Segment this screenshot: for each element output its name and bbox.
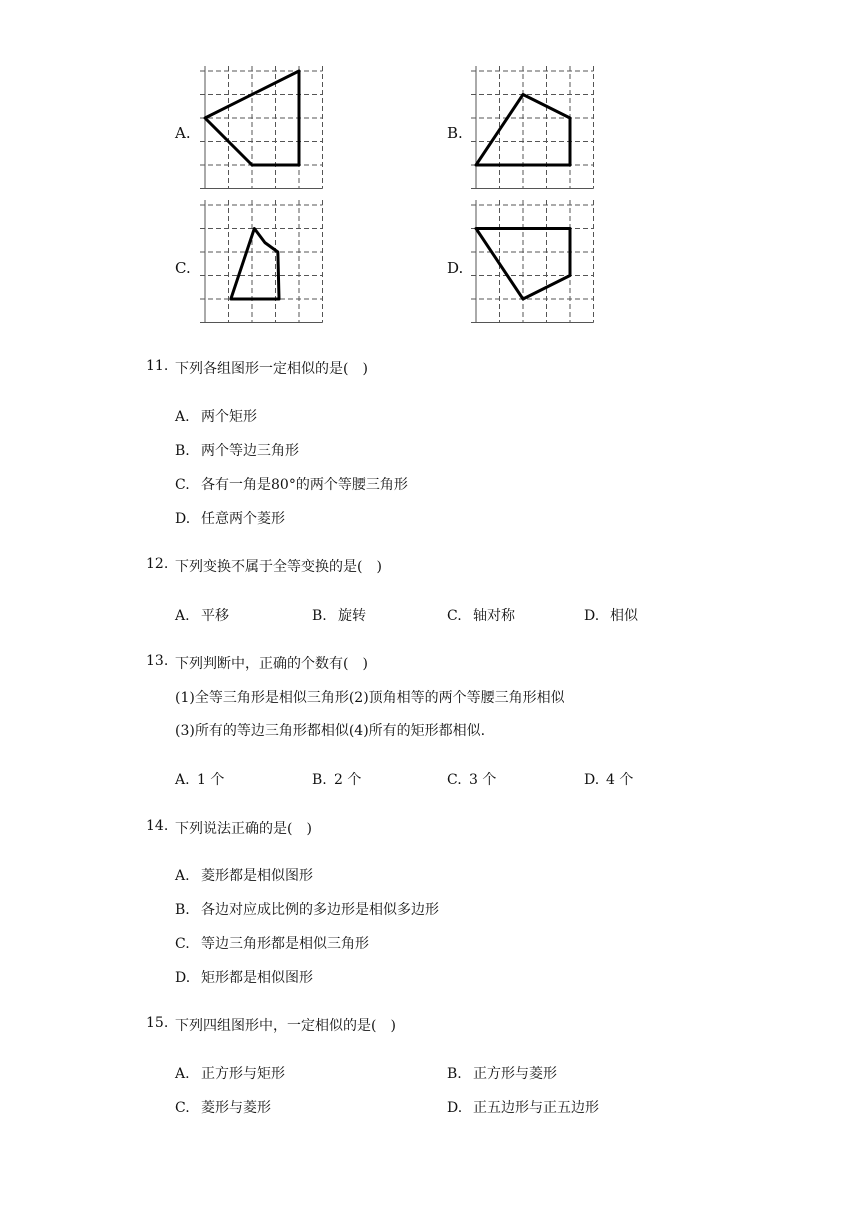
question-stem: 下列变换不属于全等变换的是( ): [175, 559, 382, 575]
figure-a-label: A.: [175, 124, 191, 142]
option-text: 相似: [610, 608, 638, 624]
option-text: 平移: [201, 608, 229, 624]
grid-lines: [200, 200, 323, 323]
option-letter: C.: [175, 1100, 190, 1116]
figure-c-label: C.: [175, 259, 191, 277]
option-c: [175, 933, 369, 953]
option-b: [312, 605, 366, 625]
option-d: [584, 605, 638, 625]
option-text: 正五边形与正五边形: [473, 1100, 599, 1116]
option-d: [447, 1097, 599, 1117]
option-b: [447, 1063, 557, 1083]
option-a: [175, 406, 257, 426]
figure-b-label: B.: [447, 124, 463, 142]
question-number: 15.: [146, 1015, 169, 1031]
question-number: 12.: [146, 556, 169, 572]
option-letter: A.: [175, 772, 190, 788]
figure-d-label: D.: [447, 259, 464, 277]
option-letter: A.: [175, 1066, 190, 1082]
option-letter: B.: [175, 443, 190, 459]
option-text: 菱形都是相似图形: [201, 868, 313, 884]
question-stem: 下列四组图形中，一定相似的是( ): [175, 1018, 396, 1034]
option-letter: B.: [447, 1066, 462, 1082]
option-text: 3 个: [469, 772, 497, 788]
option-letter: A.: [175, 409, 190, 425]
option-letter: D.: [447, 1100, 463, 1116]
option-c: [175, 474, 408, 494]
option-letter: D.: [584, 772, 600, 788]
option-letter: B.: [312, 772, 327, 788]
option-a: [175, 865, 313, 885]
question-number: 14.: [146, 818, 169, 834]
option-b: [175, 899, 439, 919]
option-d: [584, 769, 633, 789]
option-text: 各边对应成比例的多边形是相似多边形: [201, 902, 439, 918]
figure-c-grid: [200, 200, 330, 330]
option-d: [175, 967, 313, 987]
option-text: 两个等边三角形: [201, 443, 299, 459]
option-letter: D.: [175, 511, 191, 527]
statement-line-2: (3)所有的等边三角形都相似(4)所有的矩形都相似.: [175, 723, 486, 739]
option-b: [175, 440, 299, 460]
option-text: 各有一角是80°的两个等腰三角形: [201, 477, 408, 493]
option-text: 4 个: [606, 772, 634, 788]
option-letter: C.: [447, 608, 462, 624]
polygon-shape: [231, 229, 279, 300]
option-letter: C.: [175, 477, 190, 493]
option-c: [447, 605, 515, 625]
option-text: 正方形与矩形: [201, 1066, 285, 1082]
option-letter: C.: [175, 936, 190, 952]
option-letter: D.: [584, 608, 600, 624]
figure-b-grid: [471, 66, 601, 196]
option-letter: A.: [175, 608, 190, 624]
option-letter: D.: [175, 970, 191, 986]
question-stem: 下列判断中，正确的个数有( ): [175, 656, 368, 672]
option-letter: B.: [175, 902, 190, 918]
statement-line-1: (1)全等三角形是相似三角形(2)顶角相等的两个等腰三角形相似: [175, 690, 565, 706]
option-text: 旋转: [338, 608, 366, 624]
option-a: [175, 1063, 285, 1083]
option-text: 菱形与菱形: [201, 1100, 271, 1116]
question-stem: 下列说法正确的是( ): [175, 821, 312, 837]
option-c: [175, 1097, 271, 1117]
question-stem: 下列各组图形一定相似的是( ): [175, 361, 368, 377]
grid-lines: [471, 66, 594, 189]
figure-a-grid: [200, 66, 330, 196]
option-text: 两个矩形: [201, 409, 257, 425]
option-a: [175, 605, 229, 625]
option-text: 矩形都是相似图形: [201, 970, 313, 986]
figure-d-grid: [471, 200, 601, 330]
option-letter: C.: [447, 772, 462, 788]
option-text: 正方形与菱形: [473, 1066, 557, 1082]
option-letter: A.: [175, 868, 190, 884]
option-d: [175, 508, 285, 528]
option-c: [447, 769, 496, 789]
option-a: [175, 769, 224, 789]
option-b: [312, 769, 361, 789]
option-letter: B.: [312, 608, 327, 624]
option-text: 轴对称: [473, 608, 515, 624]
option-text: 等边三角形都是相似三角形: [201, 936, 369, 952]
grid-lines: [200, 66, 323, 189]
option-text: 任意两个菱形: [201, 511, 285, 527]
question-number: 13.: [146, 653, 169, 669]
question-number: 11.: [146, 358, 169, 374]
grid-lines: [471, 200, 594, 323]
option-text: 1 个: [197, 772, 225, 788]
option-text: 2 个: [334, 772, 362, 788]
